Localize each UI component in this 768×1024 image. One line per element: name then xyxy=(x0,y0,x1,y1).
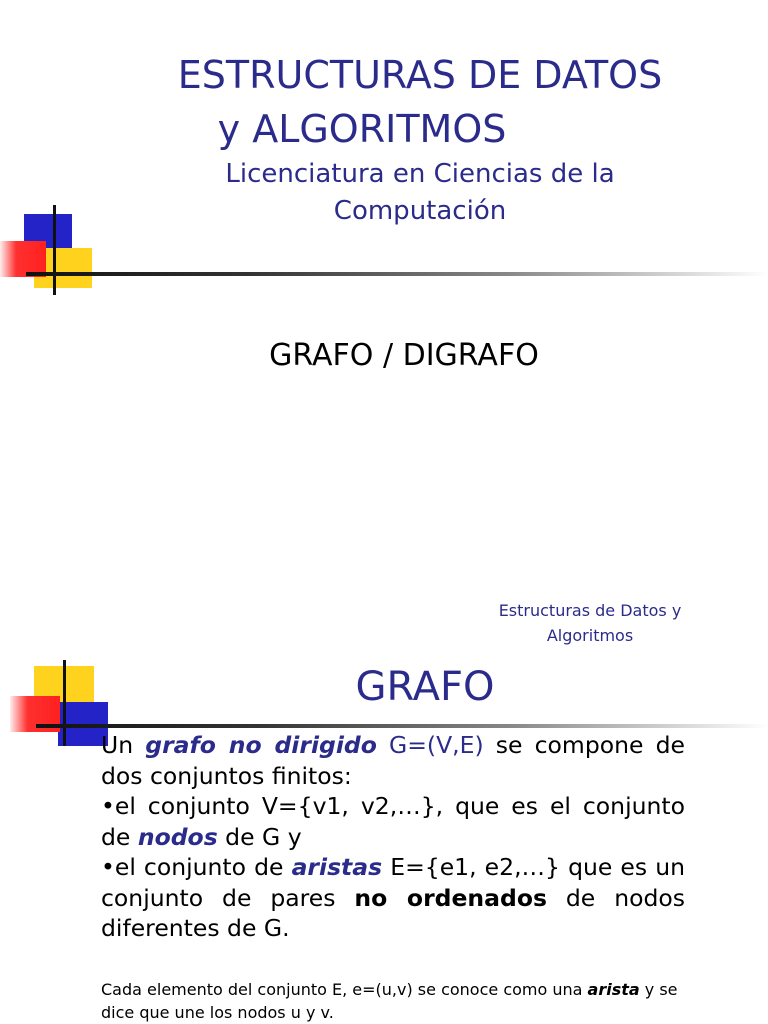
deco-vertical-line xyxy=(63,660,66,746)
text: E={e1, e2,…} que es un conjunto de pares xyxy=(101,853,685,912)
footer-line-2: Algoritmos xyxy=(546,626,634,645)
text: y se dice que une los nodos u y v. xyxy=(101,980,678,1022)
slide-grafo xyxy=(0,650,768,1024)
topic-heading: GRAFO / DIGRAFO xyxy=(269,338,539,373)
text: Un xyxy=(101,731,146,759)
graph-notation: G=(V,E) xyxy=(389,731,484,759)
slide-footer xyxy=(460,598,720,648)
text xyxy=(377,731,389,759)
term-arista: arista xyxy=(587,980,640,999)
deco-horizontal-rule xyxy=(36,724,768,728)
text: de G y xyxy=(217,822,302,851)
term-no-ordenados: no ordenados xyxy=(354,883,547,912)
title-line-2: y ALGORITMOS xyxy=(217,107,507,151)
title-line-1: ESTRUCTURAS DE DATOS xyxy=(177,53,663,97)
arista-note xyxy=(101,978,701,1024)
paragraph-intro xyxy=(101,730,685,791)
bullet-aristas xyxy=(101,852,685,944)
slide-title: GRAFO xyxy=(355,664,495,710)
deco-horizontal-rule xyxy=(26,272,768,276)
text: •el conjunto V={v1, v2,…}, que es el conjunto de xyxy=(101,792,685,851)
bullet-nodos xyxy=(101,791,685,852)
footer-line-1: Estructuras de Datos y xyxy=(498,601,682,620)
text: se compone de dos conjuntos finitos: xyxy=(101,731,685,790)
text: Cada elemento del conjunto E, e=(u,v) se conoce como una xyxy=(101,980,588,999)
subtitle-line-1: Licenciatura en Ciencias de la xyxy=(225,159,615,189)
deco-vertical-line xyxy=(53,205,56,295)
text: de nodos diferentes de G. xyxy=(101,883,685,942)
text: •el conjunto de xyxy=(101,853,292,881)
term-aristas: aristas xyxy=(291,853,383,881)
term-nodos: nodos xyxy=(137,822,218,851)
definition-body xyxy=(101,730,685,944)
subtitle-line-2: Computación xyxy=(333,196,507,226)
term-grafo-no-dirigido: grafo no dirigido xyxy=(145,731,377,759)
